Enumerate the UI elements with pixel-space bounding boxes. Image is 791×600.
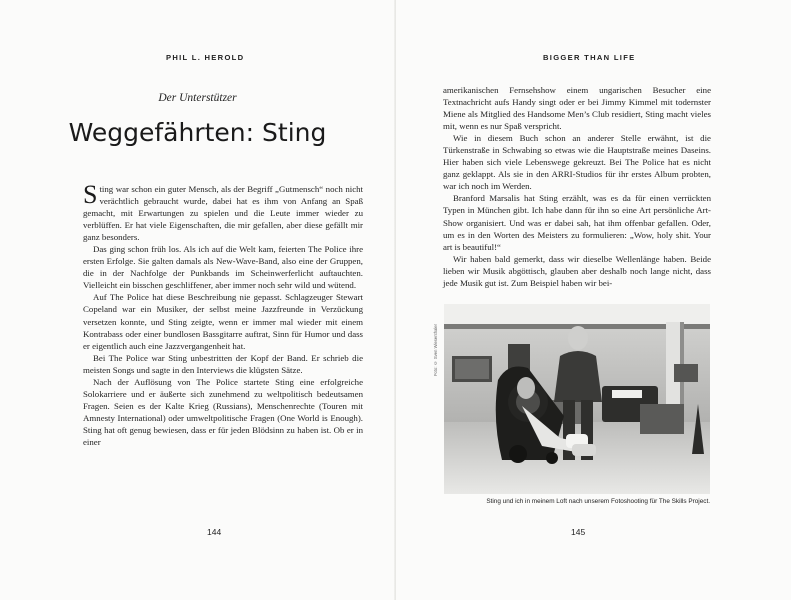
- running-head-author: PHIL L. HEROLD: [166, 53, 245, 62]
- paragraph: Branford Marsalis hat Sting erzählt, was es da für einen verrückten Typen in München gibt. Ich habe dann für ihn so eine Art persönliche Art-Show organisiert. Und was er dabei sah, hat ihm offenbar gefallen. Oder, um es in den Worten des Meisters zu formulieren: „Wow, holy shit. Your art is beautiful!“: [443, 193, 711, 252]
- paragraph: amerikanischen Fernsehshow einem ungarischen Besucher eine Textnachricht aufs Handy singt oder er bei Jimmy Kimmel mit todernster Miene als Mitglied des Handsome Men’s Club residiert, Sting macht vieles mit, wenn es nur Spaß verspricht.: [443, 85, 711, 132]
- page-number-right: 145: [571, 527, 586, 537]
- paragraph: Das ging schon früh los. Als ich auf die Welt kam, feierten The Police ihre ersten Erfolge. Sie galten damals als New-Wave-Band, also eine der Gruppen, die in der Nachfolge der Punkbands im Scheinwerferlicht auftauchten. Vielleicht ein bisschen geschliffener, aber immer noch sehr wild und wütend.: [83, 244, 363, 291]
- paragraph: Wir haben bald gemerkt, dass wir dieselbe Wellenlänge haben. Beide lieben wir Musik abgöttisch, glauben aber deshalb noch lange nicht, dass jede Musik gut ist. Zum Beispiel haben wir bei-: [443, 253, 711, 288]
- paragraph: [83, 180, 363, 243]
- running-head-book-title: BIGGER THAN LIFE: [543, 53, 636, 62]
- chapter-title: Weggefährten: Sting: [68, 118, 327, 147]
- photo-credit: Foto: © Sven Wiesenthaler: [433, 323, 438, 376]
- left-page: [0, 0, 395, 600]
- right-page: [396, 0, 791, 600]
- photo-illustration: [444, 304, 710, 494]
- section-eyebrow: Der Unterstützer: [158, 92, 237, 104]
- page-number-left: 144: [207, 527, 222, 537]
- paragraph: Nach der Auflösung von The Police startete Sting eine erfolgreiche Solokarriere und er äußerte sich zunehmend zu weltpolitisch bedeutsamen Fragen. Seien es der Kalte Krieg (Russians), Menschenrechte (Touren mit Amnesty International) oder umweltpolitische Fragen (One World is Enough). Sting hat oft genug bewiesen, dass er für jeden Blödsinn zu haben ist. Ob er in einer: [83, 376, 363, 447]
- paragraph: Wie in diesem Buch schon an anderer Stelle erwähnt, ist die Türkenstraße in Schwabing so etwas wie die Hauptstraße meines Daseins. Hier haben sich viele Lebenswege gekreuzt. Bei The Police hat es nicht ganz geklappt. Als sie in den ARRI-Studios für ihr erstes Album probten, war ich noch im Werden.: [443, 133, 711, 192]
- right-body-text: [443, 84, 711, 289]
- paragraph-text: ting war schon ein guter Mensch, als der Begriff „Gutmensch“ noch nicht verächtlich gebraucht wurde, dabei hat es ihm von Anfang an Spaß gemacht, mit Erwartungen zu spielen und die Leute immer wieder zu verblüffen. Er hat viele Eigenschaften, die mir gefallen, aber diese gefällt mir ganz besonders.: [83, 184, 363, 243]
- photo: [444, 304, 710, 494]
- drop-cap: S: [83, 180, 98, 209]
- photo-caption: Sting und ich in meinem Loft nach unserem Fotoshooting für The Skills Project.: [486, 498, 710, 505]
- left-body-text: [83, 180, 363, 448]
- paragraph: Bei The Police war Sting unbestritten der Kopf der Band. Er schrieb die meisten Songs und sagte in den Interviews die klügsten Sätze.: [83, 352, 363, 375]
- paragraph: Auf The Police hat diese Beschreibung nie gepasst. Schlagzeuger Stewart Copeland war ein Musiker, der selbst meine Jazzfreunde in Verzückung versetzen konnte, und Sting zeigte, wenn er immer mal wieder mit einem Kontrabass oder einer bundlosen Bassgitarre auftrat, Sinn für Humor und dass er eigentlich auch eine Jazzvergangenheit hat.: [83, 292, 363, 351]
